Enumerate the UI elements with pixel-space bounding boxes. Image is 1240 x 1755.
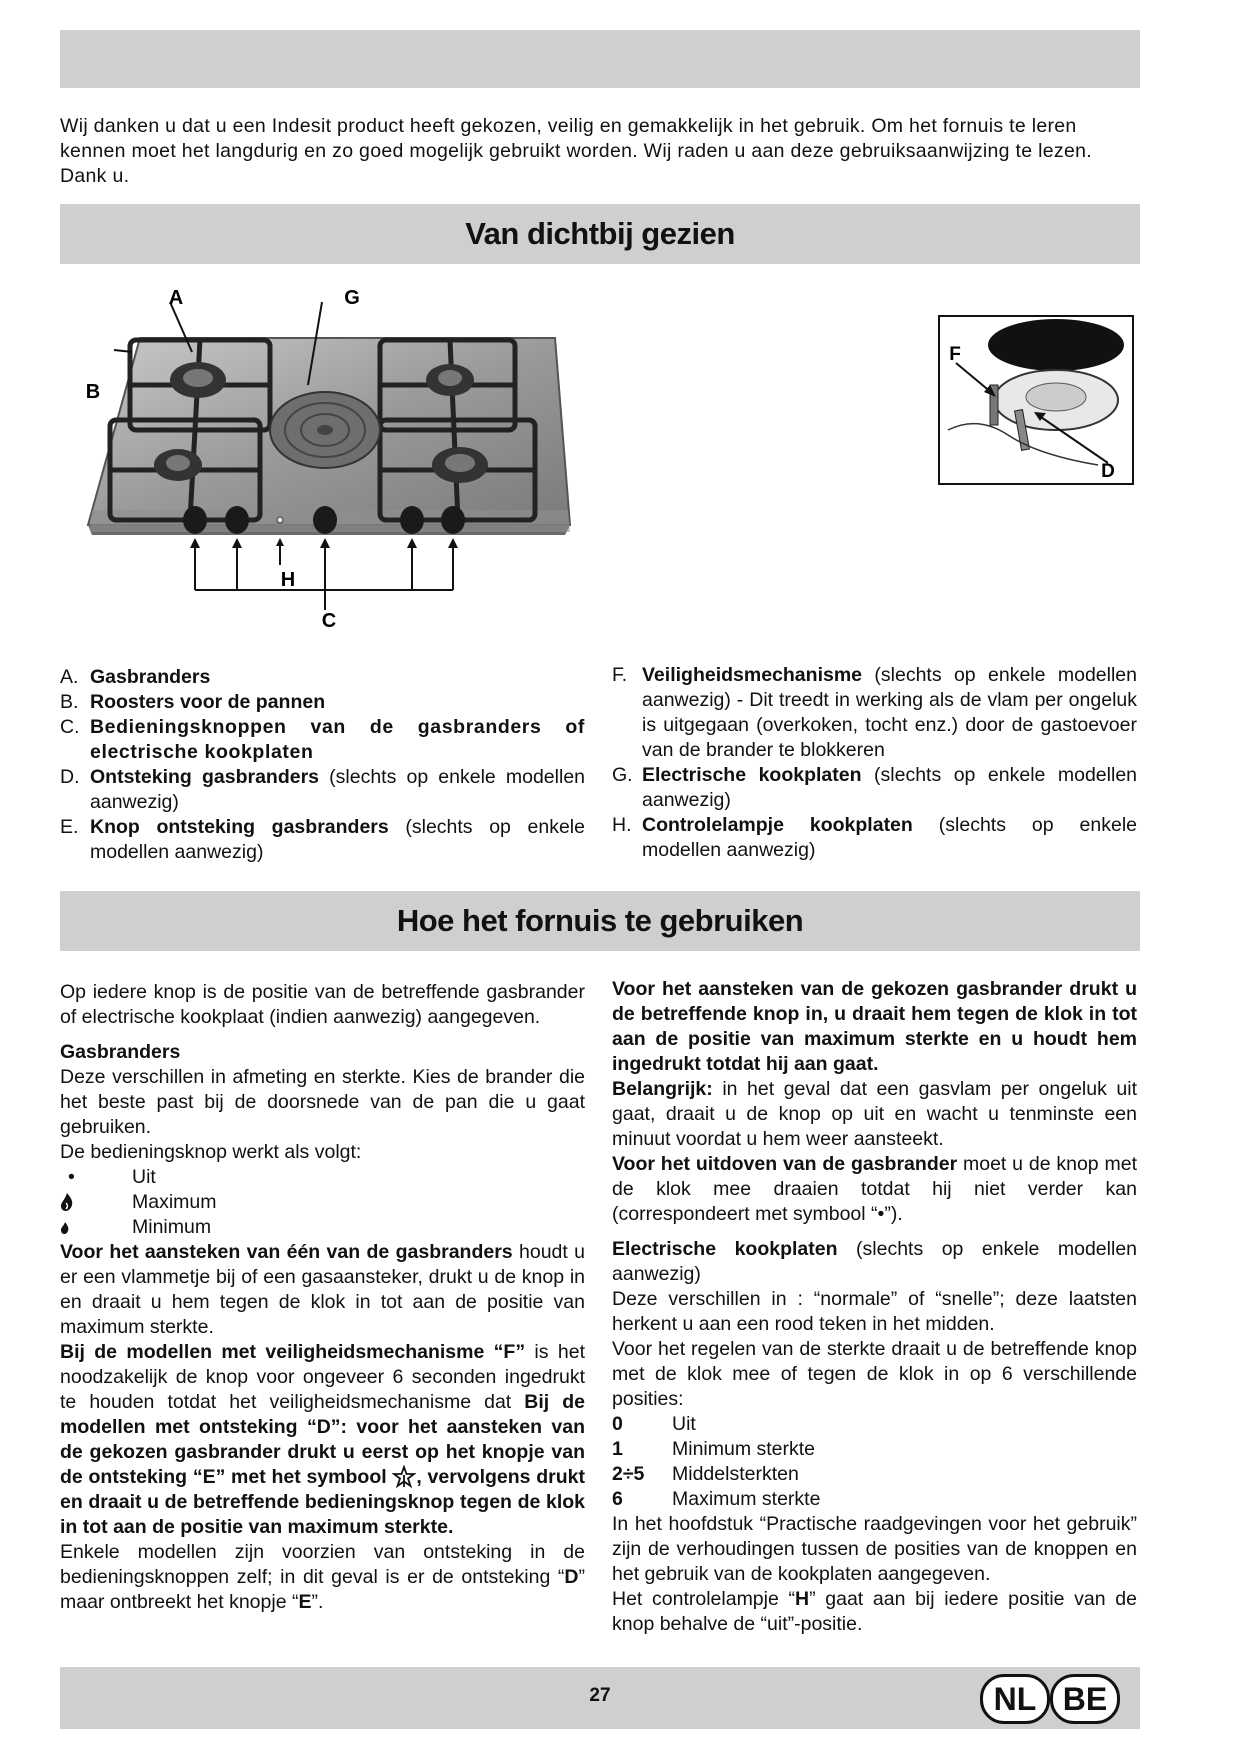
paragraph: Op iedere knop is de positie van de betreffende gasbrander of electrische kookplaat (indien aanwezig) aangegeven. <box>60 981 585 1028</box>
knob-position-off: • Uit <box>68 1166 156 1188</box>
language-badge-nl: NL <box>980 1674 1050 1724</box>
paragraph: Voor het regelen van de sterkte draait u de betreffende knop met de klok mee of tegen de klok in op 6 verschillende posities: <box>612 1338 1137 1410</box>
burner-detail-illustration <box>938 315 1134 485</box>
large-flame-icon <box>60 1192 74 1212</box>
intro-text: Wij danken u dat u een Indesit product heeft gekozen, veilig en gemakkelijk in het gebruik. Om het fornuis te leren kennen moet het langdurig en zo goed mogelijk gebruikt worden. Wij raden u aan deze gebruiksaanwijzing te lezen. Dank u. <box>60 115 1092 187</box>
page-number: 27 <box>589 1685 611 1706</box>
ignition-spark-icon <box>392 1465 416 1489</box>
indicator-light <box>277 517 283 523</box>
label-f: F <box>949 344 961 365</box>
footer-bar <box>60 1667 1140 1729</box>
paragraph: Voor het aansteken van één van de gasbranders houdt u er een vlammetje bij of een gasaansteker, drukt u de knop in en draait u hem tegen de klok in tot aan de positie van maximum sterkte. <box>60 1241 585 1338</box>
knob-position-min: Minimum <box>60 1215 585 1240</box>
label-b: B <box>85 381 101 403</box>
list-item: F. Veiligheidsmechanisme (slechts op enkele modellen aanwezig) - Dit treedt in werking als de vlam per ongeluk is uitgegaan (overkoken, tocht enz.) door de gastoevoer van de brander te blokkeren <box>612 664 1137 761</box>
hotplate-position: 0 Uit <box>612 1413 696 1435</box>
list-item: A. Gasbranders <box>60 666 211 688</box>
knob-position-max: Maximum <box>60 1190 585 1215</box>
section-title-usage: Hoe het fornuis te gebruiken <box>396 903 804 938</box>
usage-right-column <box>612 977 1137 1637</box>
language-badge-be: BE <box>1050 1674 1120 1724</box>
label-c: C <box>321 610 337 632</box>
header-bar <box>60 30 1140 88</box>
paragraph: Enkele modellen zijn voorzien van ontsteking in de bedieningsknoppen zelf; in dit geval is er de ontsteking “D” maar ontbreekt het knopje “E”. <box>60 1541 585 1613</box>
hob-illustration <box>80 280 600 640</box>
paragraph: De bedieningsknop werkt als volgt: <box>60 1141 362 1163</box>
small-flame-icon <box>60 1221 70 1235</box>
hotplate-position: 2÷5 Middelsterkten <box>612 1463 799 1485</box>
list-item: C. Bedieningsknoppen van de gasbranders of electrische kookplaten <box>60 716 585 763</box>
usage-left-column <box>60 980 585 1615</box>
section-title-overview: Van dichtbij gezien <box>465 216 735 251</box>
label-g: G <box>344 287 360 309</box>
electric-hotplate <box>270 392 380 468</box>
list-item: G. Electrische kookplaten (slechts op enkele modellen aanwezig) <box>612 764 1138 811</box>
paragraph: Voor het aansteken van de gekozen gasbrander drukt u de betreffende knop in, u draait hem tegen de klok in tot aan de positie van maximum sterkte en u houdt hem ingedrukt totdat hij aan gaat. <box>612 978 1137 1075</box>
paragraph: Het controlelampje “H” gaat aan bij iedere positie van de knop behalve de “uit”-positie. <box>612 1588 1137 1635</box>
subheading-gas: Gasbranders <box>60 1041 181 1063</box>
hotplate-position: 1 Minimum sterkte <box>612 1438 816 1460</box>
paragraph: Deze verschillen in : “normale” of “snelle”; deze laatsten herkent u aan een rood teken in het midden. <box>612 1288 1137 1335</box>
paragraph: Bij de modellen met veiligheidsmechanisme “F” is het noodzakelijk de knop voor ongeveer 6 seconden ingedrukt te houden totdat het veiligheidsmechanisme dat Bij de modellen met ontsteking “D”: voor het aansteken van de gekozen gasbrander drukt u eerst op het knopje van de ontsteking “E” met het symbool , vervolgens drukt en draait u de betreffende bedieningsknop tegen de klok in tot aan de positie van maximum sterkte. <box>60 1341 586 1538</box>
paragraph: Belangrijk: in het geval dat een gasvlam per ongeluk uit gaat, draait u de knop op uit en wacht u tenminste een minuut voordat u hem weer aansteekt. <box>612 1078 1137 1150</box>
list-item: H. Controlelampje kookplaten (slechts op enkele modellen aanwezig) <box>612 814 1137 861</box>
parts-list-right <box>612 663 1137 863</box>
section-title-bar-2 <box>60 891 1140 951</box>
paragraph: Electrische kookplaten (slechts op enkele modellen aanwezig) <box>612 1238 1138 1285</box>
arrowheads <box>190 538 458 548</box>
paragraph: Deze verschillen in afmeting en sterkte. Kies de brander die het beste past bij de doorsnede van de pan die u gaat gebruiken. <box>60 1066 585 1138</box>
list-item: B. Roosters voor de pannen <box>60 691 326 713</box>
parts-list-left <box>60 665 585 865</box>
paragraph: Voor het uitdoven van de gasbrander moet u de knop met de klok mee draaien totdat hij niet verder kan (correspondeert met symbool “•”). <box>612 1153 1137 1225</box>
label-d: D <box>1101 461 1115 482</box>
label-h: H <box>280 569 296 591</box>
label-a: A <box>168 287 184 309</box>
burner-cap <box>988 319 1124 371</box>
list-item: E. Knop ontsteking gasbranders (slechts op enkele modellen aanwezig) <box>60 816 585 863</box>
list-item: D. Ontsteking gasbranders (slechts op enkele modellen aanwezig) <box>60 766 586 813</box>
paragraph: In het hoofdstuk “Practische raadgevingen voor het gebruik” zijn de verhoudingen tussen de posities van de knoppen en het gebruik van de kookplaten aangegeven. <box>612 1513 1137 1585</box>
hotplate-position: 6 Maximum sterkte <box>612 1488 821 1510</box>
section-title-bar-1 <box>60 204 1140 264</box>
